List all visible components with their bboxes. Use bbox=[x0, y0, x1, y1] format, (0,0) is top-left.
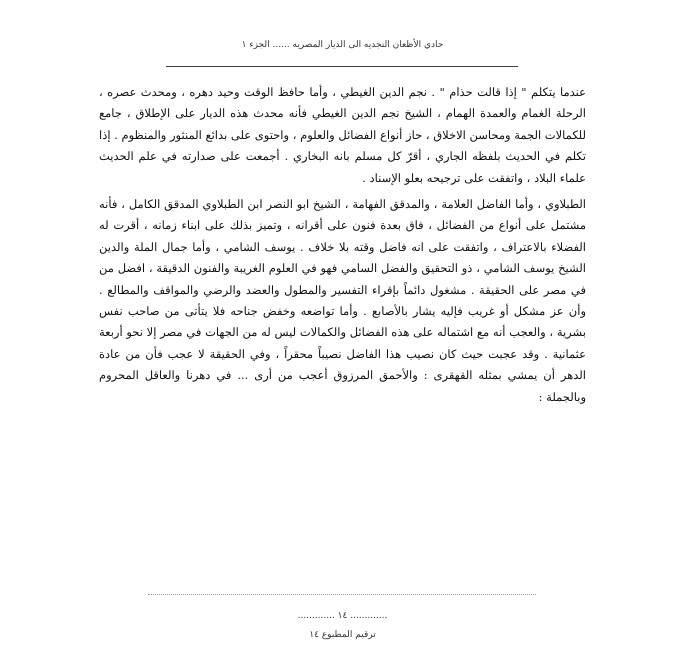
main-text bbox=[99, 82, 586, 413]
paragraph-1: عندما يتكلم " إذا قالت حذام " . نجم الدين الغيطي ، وأما حافظ الوقت وحيد دهره ، ومحدث عصره ، الرحلة الغمام والعمدة الهمام ، الشيخ نجم الدين الغيطي فأنه محدث هذه الديار على الإطلاق ، جامع للكمالات الجمة ومحاسن الاخلاق ، حاز أنواع الفضائل والعلوم ، واحتوى على بدائع المنثور والمنظوم . إذا تكلم في الحديث بلفظه الجاري ، أقرّ كل مسلم بانه البخاري . أجمعت على صدارته في علم الحديث علماء البلاد ، واتفقت على ترجيحه بعلو الإسناد . bbox=[99, 85, 586, 185]
footer-divider bbox=[148, 594, 536, 595]
running-header-title: حادي الأظعان النجديه الى الديار المصريه ...... الجزء ١ bbox=[241, 40, 444, 50]
paragraph-2: الطبلاوي ، وأما الفاضل العلامة ، والمدقق الفهامة ، الشيخ ابو النصر ابن الطبلاوي المدقق الكامل ، فأنه مشتمل على أنواع من الفضائل ، فاق بعدة فنون على أقرانه ، وتميز بذلك على ابناء زمانه ، أقرت له الفضلاء بالاعتراف ، واتفقت على انه فاضل وقته بلا خلاف . يوسف الشامي ، وأما جمال الملة والدين الشيخ يوسف الشامي ، ذو التحقيق والفضل السامي فهو في العلوم الغريبة والفنون الدقيقة ، افضل من في مصر على الحقيقة . مشغول دائماً بإقراء التفسير والمطول والعضد والرضي والمواقف والمطالع . وأن عز مشكل أو غريب فإليه يشار بالأصابع . وأما تواضعه وخفض جناحه فلا يتأتى من صاحب نفس بشرية ، والعجب أنه مع اشتماله على هذه الفضائل والكمالات ليس له من الجهات في مصر إلا نحو أربعة عثمانية . وقد عجبت حيث كان نصيب هذا الفاضل نصيباً محقراً ، وفي الحقيقة لا عجب فأن من عادة الدهر أن يمشي بمثله القهقرى : والأحمق المرزوق أعجب من أرى ... في دهرنا والعاقل المحروم وبالجملة : bbox=[99, 197, 586, 404]
page-number: ............. ١٤ ............. bbox=[297, 611, 388, 621]
header-divider bbox=[166, 66, 518, 67]
print-page-number: ترقيم المطبوع ١٤ bbox=[309, 630, 376, 640]
